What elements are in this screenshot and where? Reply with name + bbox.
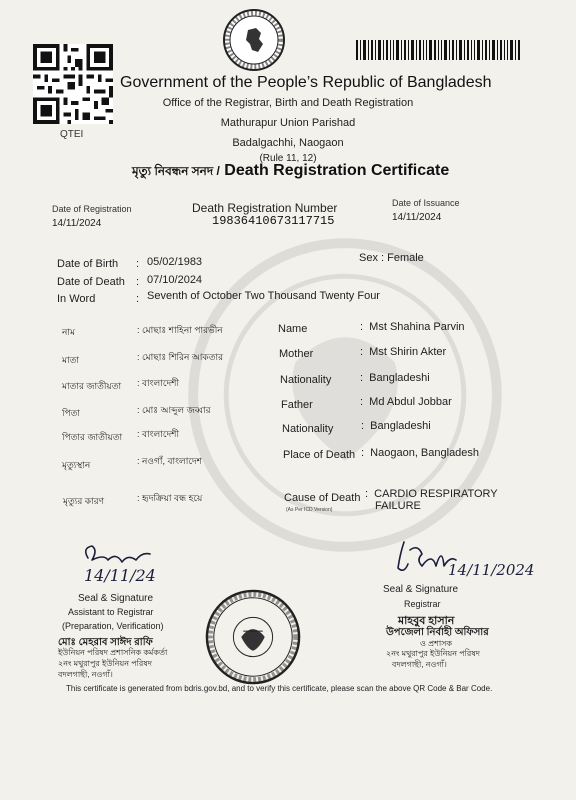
cause-of-death-label: Cause of Death [284, 492, 361, 504]
date-of-death-label: Date of Death [57, 276, 125, 288]
assistant-seal-label: Seal & Signature [78, 593, 154, 604]
rule-reference: (Rule 11, 12) [259, 153, 317, 164]
registrar-stamp-line2: উপজেলা নির্বাহী অফিসার [386, 627, 489, 638]
father-nationality-value: : Bangladeshi [361, 420, 431, 432]
certificate-title [132, 162, 449, 183]
certificate-title-en: Death Registration Certificate [224, 162, 450, 179]
cause-of-death-value-line2: FAILURE [375, 500, 421, 512]
date-of-registration-value: 14/11/2024 [52, 218, 102, 229]
office-location: Badalgachhi, Naogaon [232, 137, 344, 149]
government-seal-icon [222, 8, 286, 72]
qr-code[interactable] [33, 44, 113, 124]
assistant-stamp-line4: বদলগাছী, নওগাঁ। [58, 670, 113, 679]
union-parishad-seal-icon [204, 588, 302, 686]
colon: : [136, 258, 140, 270]
office-name: Office of the Registrar, Birth and Death Registration [162, 97, 414, 109]
date-of-registration-label: Date of Registration [52, 204, 132, 214]
verification-footer: This certificate is generated from bdris.gov.bd, and to verify this certificate, please scan the above QR Code & Bar Code. [66, 684, 493, 693]
date-of-birth-value: 05/02/1983 [147, 256, 203, 268]
cause-of-death-note: (As Per ICD Version) [286, 507, 333, 513]
place-of-death-value: : Naogaon, Bangladesh [361, 447, 480, 459]
cause-of-death-label-bn: মৃত্যুর কারণ [63, 496, 105, 506]
father-label: Father [281, 399, 313, 411]
assistant-stamp-line2: ইউনিয়ন পরিষদ প্রশাসনিক কর্মকর্তা [58, 648, 168, 657]
mother-value: : Mst Shirin Akter [360, 346, 447, 358]
registration-number-value: 19836410673117715 [212, 214, 335, 228]
date-of-death-value: 07/10/2024 [147, 274, 203, 286]
registrar-stamp-name: মাহবুব হাসান [398, 615, 455, 627]
in-word-label: In Word [57, 293, 96, 305]
mother-nationality-value-bn: : বাংলাদেশী [137, 378, 180, 388]
registrar-stamp-line4: ২নং মথুরাপুর ইউনিয়ন পরিষদ [386, 649, 480, 658]
registrar-handwritten-date: 14/11/2024 [448, 561, 535, 579]
father-value-bn: : মোঃ আব্দুল জব্বার [137, 405, 211, 415]
father-nationality-label: Nationality [282, 423, 334, 435]
name-value-bn: : মোছাঃ শাহিনা পারভীন [137, 325, 223, 335]
place-of-death-value-bn: : নওগাঁ, বাংলাদেশ [137, 456, 202, 466]
in-word-value: Seventh of October Two Thousand Twenty Four [147, 290, 380, 302]
mother-nationality-label-bn: মাতার জাতীয়তা [62, 381, 122, 391]
date-of-birth-label: Date of Birth [57, 258, 119, 270]
cause-of-death-value-bn: : হৃদক্রিয়া বন্ধ হয়ে [137, 493, 203, 503]
registration-number-label: Death Registration Number [192, 201, 338, 215]
assistant-stamp-line3: ২নং মথুরাপুর ইউনিয়ন পরিষদ [58, 659, 152, 668]
sex-value: Sex : Female [359, 252, 424, 264]
date-of-issuance-value: 14/11/2024 [392, 212, 442, 223]
date-of-issuance-label: Date of Issuance [392, 198, 460, 208]
assistant-task: (Preparation, Verification) [62, 621, 164, 631]
colon: : [136, 276, 140, 288]
colon: : [136, 293, 140, 305]
registrar-stamp-line3: ও প্রশাসক [420, 639, 453, 648]
registrar-stamp-line5: বদলগাছী, নওগাঁ। [392, 660, 447, 669]
name-value: : Mst Shahina Parvin [360, 321, 465, 333]
name-label-bn: নাম [62, 327, 75, 337]
union-name: Mathurapur Union Parishad [220, 117, 356, 129]
cause-of-death-value: : CARDIO RESPIRATORY FAILURE [365, 488, 498, 512]
mother-nationality-label: Nationality [280, 374, 332, 386]
name-label: Name [278, 323, 308, 335]
assistant-role: Assistant to Registrar [68, 607, 154, 617]
qr-caption: QTEI [60, 129, 84, 140]
place-of-death-label: Place of Death [283, 449, 356, 461]
cause-of-death-value-line1: CARDIO RESPIRATORY [374, 488, 498, 500]
mother-nationality-value: : Bangladeshi [360, 372, 430, 384]
government-title: Government of the People’s Republic of Bangladesh [120, 74, 492, 91]
place-of-death-label-bn: মৃত্যুস্থান [62, 460, 91, 470]
father-nationality-value-bn: : বাংলাদেশী [137, 429, 180, 439]
mother-label: Mother [279, 348, 314, 360]
assistant-handwritten-date: 14/11/24 [84, 566, 156, 585]
mother-label-bn: মাতা [62, 355, 79, 365]
father-nationality-label-bn: পিতার জাতীয়তা [62, 432, 123, 442]
assistant-stamp-name: মোঃ মেহরাব সাঈদ রাফি [58, 637, 153, 648]
barcode[interactable] [356, 40, 522, 60]
registrar-role: Registrar [404, 599, 441, 609]
certificate-title-bn: মৃত্যু নিবন্ধন সনদ / [132, 164, 220, 178]
registrar-seal-label: Seal & Signature [383, 584, 459, 595]
mother-value-bn: : মোছাঃ শিরিন আকতার [137, 352, 224, 362]
father-value: : Md Abdul Jobbar [360, 396, 452, 408]
father-label-bn: পিতা [62, 408, 81, 418]
